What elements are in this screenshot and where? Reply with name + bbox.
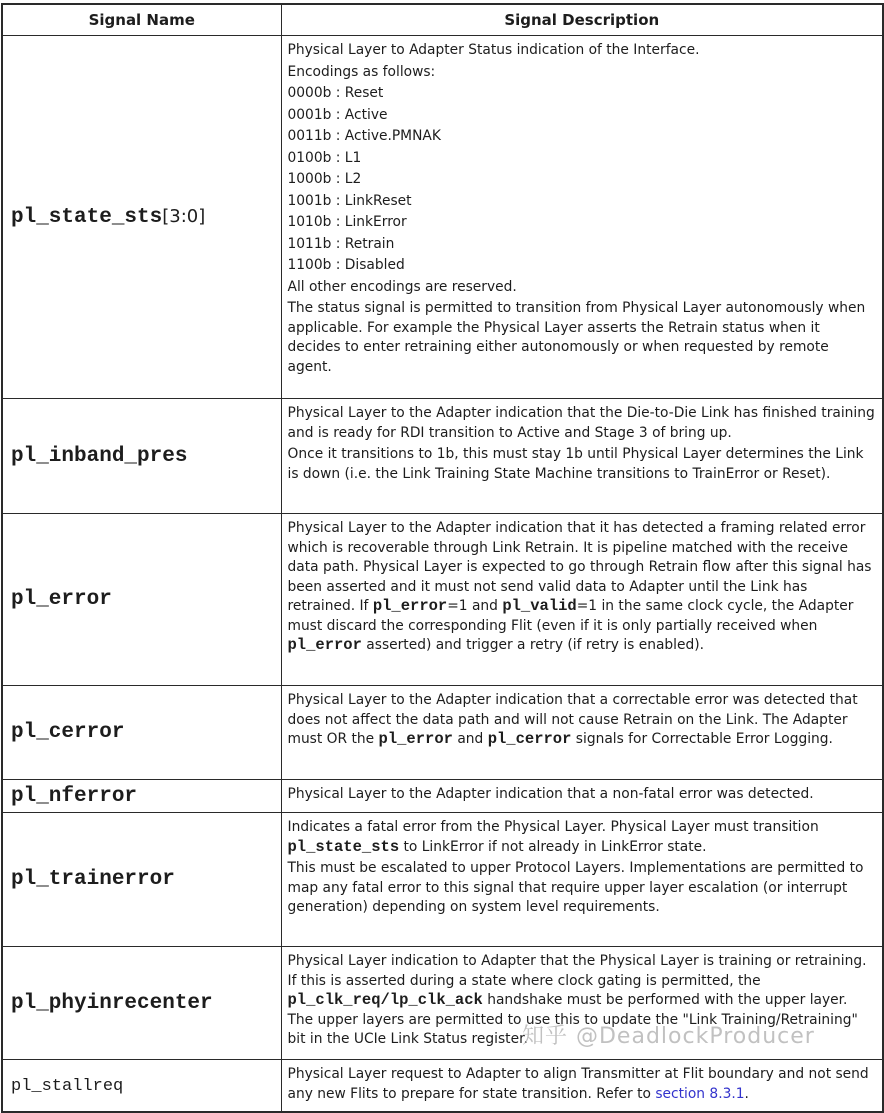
table-row [2,36,883,399]
description-paragraph: 0001b : Active [287,106,388,123]
signal-name: pl_trainerror [11,868,175,891]
inline-signal-ref: pl_valid [502,597,577,615]
signal-name: pl_phyinrecenter [11,991,213,1015]
inline-signal-ref: pl_error [372,597,448,615]
signal-name-cell [2,780,281,813]
table-row [2,1060,883,1113]
signal-description-cell [281,813,883,947]
signal-name: pl_cerror [11,721,125,744]
description-paragraph: Physical Layer to Adapter Status indication of the Interface. [287,42,700,58]
inline-signal-ref: pl_clk_req/lp_clk_ack [287,991,483,1009]
signal-name-cell [2,813,281,947]
signal-table [1,3,884,1113]
table-row [2,399,883,514]
description-paragraph: 0000b : Reset [287,85,384,101]
table-row [2,947,883,1060]
description-paragraph: Physical Layer indication to Adapter that the Physical Layer is training or retraining. If this is asserted during a state where clock gating is permitted, the pl_clk_req/lp_clk_ack handshake must be performed with the upper layer. The upper layers are permitted to use this to update the "Link Training/Retraining" bit in the UCIe Link Status register. [287,953,867,1047]
signal-name: pl_nferror [11,784,138,808]
inline-signal-ref: pl_state_sts [287,837,400,856]
description-paragraph: Physical Layer to the Adapter indication that it has detected a framing related error which is recoverable through Link Retrain. It is pipeline matched with the receive data path. Physical Layer is expected to go through Retrain flow after this signal has been asserted and it must not send valid data to Adapter until the Link has retrained. If pl_error=1 and pl_valid=1 in the same clock cycle, the Adapter must discard the corresponding Flit (even if it is only partially received when pl_error asserted) and trigger a retry (if retry is enabled). [287,520,872,654]
signal-name-cell [2,514,281,686]
description-paragraph: 1100b : Disabled [287,257,405,273]
table-row [2,514,883,686]
signal-description-cell [281,1060,883,1113]
inline-signal-ref: pl_error [378,730,453,748]
description-paragraph: All other encodings are reserved. [287,278,517,295]
table-row [2,686,883,780]
column-header-signal-name: Signal Name [2,4,281,36]
section-link[interactable]: section 8.3.1 [655,1085,745,1102]
signal-description-cell [281,514,883,686]
signal-name: pl_state_sts [11,205,163,229]
signal-description-cell [281,36,883,399]
signal-name-cell [2,1060,281,1113]
header-row [2,4,883,36]
description-paragraph: Once it transitions to 1b, this must stay 1b until Physical Layer determines the Link is down (i.e. the Link Training State Machine transitions to TrainError or Reset). [287,446,864,482]
description-paragraph: Physical Layer request to Adapter to align Transmitter at Flit boundary and not send any new Flits to prepare for state transition. Refer to section 8.3.1. [287,1066,869,1102]
signal-name-cell [2,686,281,780]
description-paragraph: 0100b : L1 [287,149,362,166]
description-paragraph: 1011b : Retrain [287,235,395,252]
description-paragraph: This must be escalated to upper Protocol Layers. Implementations are permitted to map any fatal error to this signal that require upper layer escalation (or interrupt generation) depending on system level requirements. [287,860,864,915]
description-paragraph: 1010b : LinkError [287,214,407,230]
description-paragraph: Physical Layer to the Adapter indication that a correctable error was detected that does not affect the data path and will not cause Retrain on the Link. The Adapter must OR the pl_error and pl_cerror signals for Correctable Error Logging. [287,692,858,748]
signal-name-cell [2,36,281,399]
description-paragraph: 0011b : Active.PMNAK [287,128,441,144]
description-paragraph: Physical Layer to the Adapter indication that a non-fatal error was detected. [287,786,814,802]
description-paragraph: Encodings as follows: [287,63,436,80]
signal-description-cell [281,780,883,813]
inline-signal-ref: pl_error [287,636,362,654]
signal-description-cell [281,686,883,780]
description-paragraph: 1000b : L2 [287,171,362,187]
signal-name: pl_stallreq [11,1077,124,1096]
signal-description-cell [281,947,883,1060]
signal-name-cell [2,399,281,514]
signal-name-cell [2,947,281,1060]
column-header-signal-description: Signal Description [281,4,883,36]
document-page [1,3,882,1113]
description-paragraph: Physical Layer to the Adapter indication that the Die-to-Die Link has finished training and is ready for RDI transition to Active and Stage 3 of bring up. [287,405,875,441]
signal-bit-range-suffix: [3:0] [162,205,206,227]
inline-signal-ref: pl_cerror [487,730,572,748]
table-row [2,813,883,947]
signal-name: pl_error [11,588,112,611]
description-paragraph: Indicates a fatal error from the Physical Layer. Physical Layer must transition pl_state_sts to LinkError if not already in LinkError state. [287,819,819,856]
signal-name: pl_inband_pres [11,444,188,468]
description-paragraph: The status signal is permitted to transition from Physical Layer autonomously when applicable. For example the Physical Layer asserts the Retrain status when it decides to enter retraining either autonomously or when requested by remote agent. [287,300,866,375]
description-paragraph: 1001b : LinkReset [287,192,412,209]
watermark: 知乎 @DeadlockProducer [522,1024,815,1049]
table-row [2,780,883,813]
signal-description-cell [281,399,883,514]
